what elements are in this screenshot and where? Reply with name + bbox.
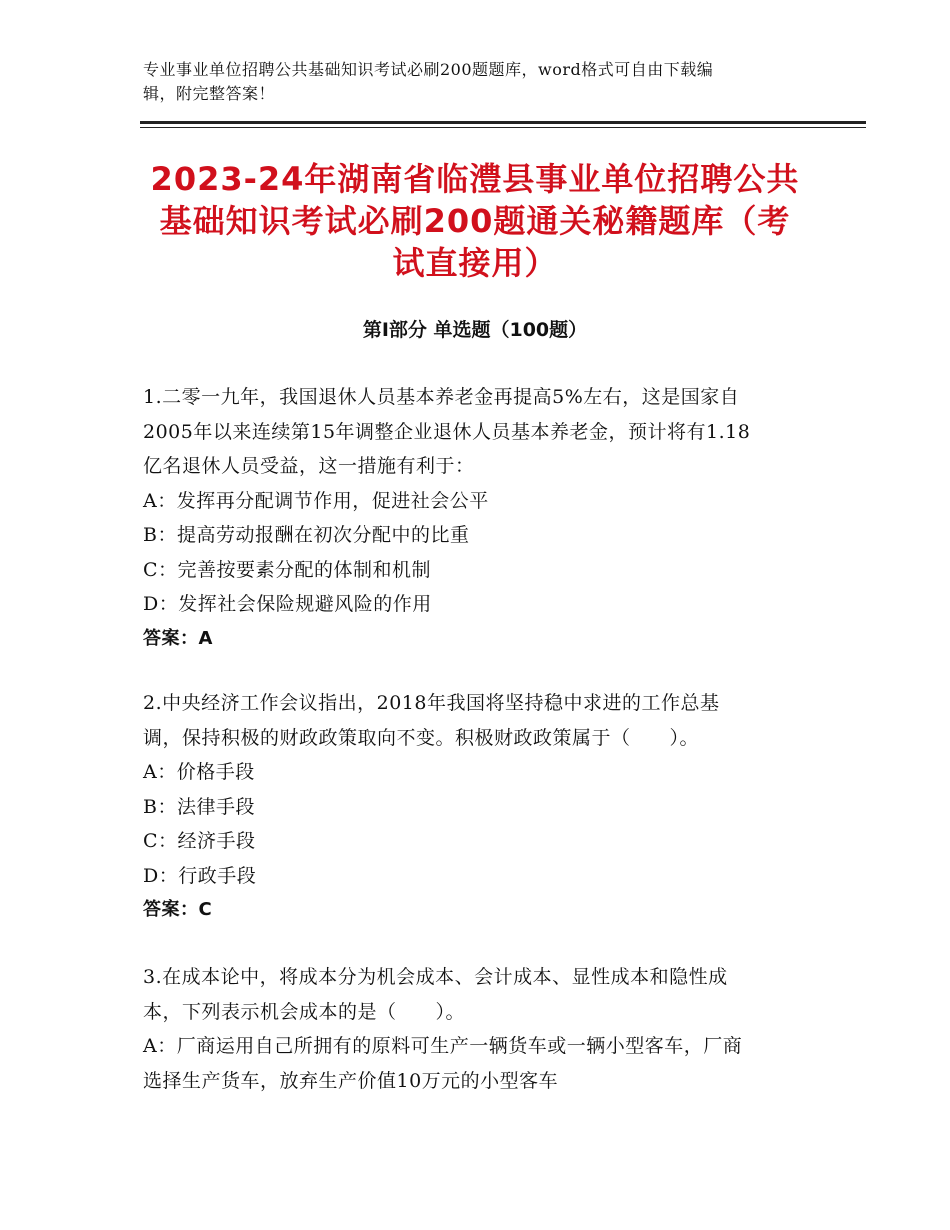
question-1 xyxy=(143,380,813,656)
question-stem-line: 1.二零一九年，我国退休人员基本养老金再提高5%左右，这是国家自 xyxy=(143,386,740,408)
question-stem-line: 调，保持积极的财政政策取向不变。积极财政政策属于（ ）。 xyxy=(143,726,700,749)
answer: 答案：C xyxy=(143,899,213,920)
question-stem-line: 3.在成本论中，将成本分为机会成本、会计成本、显性成本和隐性成 xyxy=(143,966,728,988)
title-line: 基础知识考试必刷200题通关秘籍题库（考 xyxy=(159,202,791,240)
title-line: 试直接用） xyxy=(392,244,558,282)
option-c: C：经济手段 xyxy=(143,830,256,852)
header-note-line: 专业事业单位招聘公共基础知识考试必刷200题题库，word格式可自由下载编 xyxy=(143,60,714,79)
question-stem-line: 亿名退休人员受益，这一措施有利于： xyxy=(143,455,475,477)
option-a: A：发挥再分配调节作用，促进社会公平 xyxy=(143,489,489,512)
option-c: C：完善按要素分配的体制和机制 xyxy=(143,558,432,581)
section-title: 第Ⅰ部分 单选题（100题） xyxy=(362,319,588,341)
question-stem-line: 2.中央经济工作会议指出，2018年我国将坚持稳中求进的工作总基 xyxy=(143,692,720,714)
title-line: 2023-24年湖南省临澧县事业单位招聘公共 xyxy=(150,160,800,198)
question-3 xyxy=(143,960,813,1098)
answer: 答案：A xyxy=(143,627,213,649)
option-b: B：提高劳动报酬在初次分配中的比重 xyxy=(143,524,470,546)
question-2 xyxy=(143,686,813,928)
header-rule-thick xyxy=(140,121,866,124)
option-a: A：价格手段 xyxy=(143,761,255,783)
option-d: D：行政手段 xyxy=(143,864,257,887)
document-title xyxy=(120,158,830,284)
option-a: A：厂商运用自己所拥有的原料可生产一辆货车或一辆小型客车，厂商 xyxy=(143,1035,743,1057)
option-b: B：法律手段 xyxy=(143,795,255,818)
option-d: D：发挥社会保险规避风险的作用 xyxy=(143,593,432,615)
header-rule-thin xyxy=(140,127,866,128)
header-note xyxy=(143,58,823,106)
header-note-line: 辑，附完整答案！ xyxy=(143,84,276,103)
question-stem-line: 2005年以来连续第15年调整企业退休人员基本养老金，预计将有1.18 xyxy=(143,420,751,443)
question-stem-line: 本，下列表示机会成本的是（ ）。 xyxy=(143,1000,466,1023)
option-a-continued: 选择生产货车，放弃生产价值10万元的小型客车 xyxy=(143,1069,559,1092)
